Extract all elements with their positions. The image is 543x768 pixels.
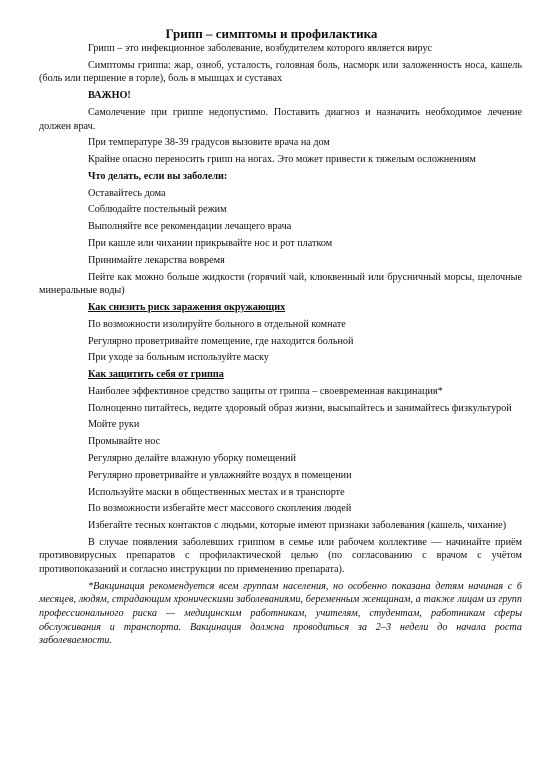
paragraph-on-feet: Крайне опасно переносить грипп на ногах. Это может привести к тяжелым осложнениям: [88, 154, 476, 166]
paragraph-self-treatment: Самолечение при гриппе недопустимо. Поставить диагноз и назначить необходимое лечение должен врач.: [39, 106, 522, 132]
vaccination-note: *Вакцинация рекомендуется всем группам населения, но особенно показана детям начиная с 6 месяцев, людям, страдающим хроническими заболеваниями, беременным женщинам, а также лицам из групп профессионального риска — медицинским работникам, учителям, студентам, работникам сферы обслуживания и транспорта. Вакцинация должна проводиться за 2–3 недели до начала роста заболеваемости.: [39, 580, 522, 647]
paragraph-temperature: При температуре 38-39 градусов вызовите врача на дом: [88, 137, 330, 149]
heading-important: ВАЖНО!: [88, 90, 131, 102]
list-item-reduce-risk: Регулярно проветривайте помещение, где находится больной: [88, 335, 354, 347]
list-item-protect: Избегайте тесных контактов с людьми, которые имеют признаки заболевания (кашель, чихание): [88, 520, 507, 532]
heading-protect: Как защитить себя от гриппа: [88, 369, 224, 381]
list-item-protect: Наиболее эффективное средство защиты от гриппа – своевременная вакцинация*: [88, 385, 443, 397]
list-item-if-sick: Пейте как можно больше жидкости (горячий чай, клюквенный или брусничный морсы, щелочные минеральные воды): [39, 271, 522, 297]
list-item-protect: По возможности избегайте мест массового скопления людей: [88, 503, 352, 515]
list-item-reduce-risk: При уходе за больным используйте маску: [88, 352, 269, 364]
list-item-protect: Используйте маски в общественных местах и в транспорте: [88, 486, 345, 498]
document-title: Грипп – симптомы и профилактика: [165, 26, 378, 41]
list-item-protect: Полноценно питайтесь, ведите здоровый образ жизни, высыпайтесь и занимайтесь физкультурой: [88, 402, 512, 414]
list-item-protect: Регулярно проветривайте и увлажняйте воздух в помещении: [88, 469, 352, 481]
list-item-if-sick: Выполняйте все рекомендации лечащего врача: [88, 221, 292, 233]
list-item-protect: В случае появления заболевших гриппом в семье или рабочем коллективе — начинайте приём противовирусных препаратов с профилактической целью (по согласованию с врачом с учётом противопоказаний и согласно инструкции по применению препарата).: [39, 536, 522, 576]
heading-reduce-risk: Как снизить риск заражения окружающих: [88, 301, 286, 313]
list-item-reduce-risk: По возможности изолируйте больного в отдельной комнате: [88, 318, 346, 330]
list-item-protect: Регулярно делайте влажную уборку помещений: [88, 452, 296, 464]
list-item-protect: Мойте руки: [88, 419, 140, 431]
list-item-if-sick: Оставайтесь дома: [88, 187, 166, 199]
paragraph-definition: Грипп – это инфекционное заболевание, возбудителем которого является вирус: [88, 43, 433, 54]
list-item-if-sick: Соблюдайте постельный режим: [88, 204, 227, 216]
list-item-if-sick: Принимайте лекарства вовремя: [88, 254, 225, 266]
list-item-protect: Промывайте нос: [88, 436, 161, 448]
heading-if-sick: Что делать, если вы заболели:: [88, 170, 228, 182]
list-item-if-sick: При кашле или чихании прикрывайте нос и рот платком: [88, 238, 333, 249]
document-body: [39, 42, 522, 651]
paragraph-symptoms: Симптомы гриппа: жар, озноб, усталость, головная боль, насморк или заложенность носа, кашель (боль или першение в горле), боль в мышцах и суставах: [39, 59, 522, 85]
